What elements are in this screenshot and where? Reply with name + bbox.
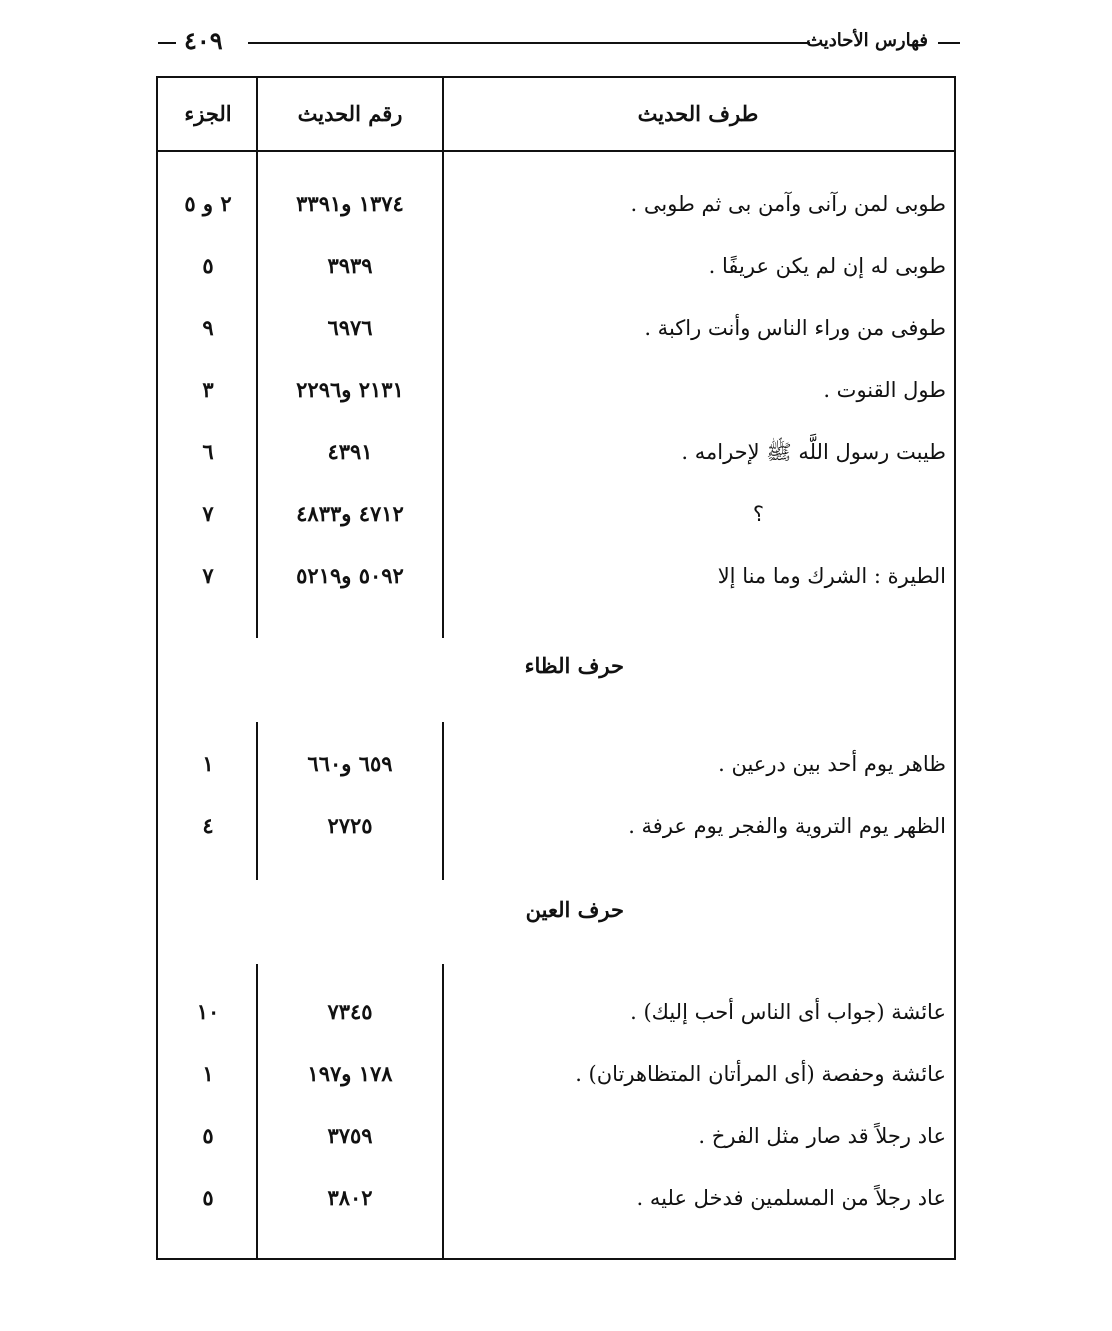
header-number: رقم الحديث — [297, 101, 403, 126]
hadith-number: ٤٧١٢ و٤٨٣٣ — [296, 501, 404, 526]
volume-number: ٧ — [202, 501, 214, 526]
hadith-text: عاد رجلاً قد صار مثل الفرخ . — [698, 1124, 946, 1148]
page-number: ٤٠٩ — [184, 26, 223, 55]
volume-number: ١ — [202, 751, 214, 776]
hadith-text: طوبى له إن لم يكن عريفًا . — [708, 254, 946, 278]
table-row — [158, 184, 954, 224]
hadith-text: عائشة وحفصة (أى المرأتان المتظاهرتان) . — [575, 1062, 946, 1086]
hadith-text: طوبى لمن رآنى وآمن بى ثم طوبى . — [630, 192, 946, 216]
table-row — [158, 744, 954, 784]
table-row — [158, 432, 954, 472]
volume-number: ٩ — [202, 315, 214, 340]
hadith-number: ٥٠٩٢ و٥٢١٩ — [296, 563, 404, 588]
table-header-row — [158, 78, 954, 152]
table-row — [158, 992, 954, 1032]
hadith-number: ٣٨٠٢ — [327, 1185, 373, 1210]
hadith-text: الطيرة : الشرك وما منا إلا — [717, 564, 946, 588]
section-title-zaa: حرف الظاء — [524, 653, 624, 678]
volume-number: ٣ — [202, 377, 214, 402]
hadith-number: ٧٣٤٥ — [327, 999, 373, 1024]
hadith-number: ٣٧٥٩ — [327, 1123, 373, 1148]
header-rule — [248, 42, 810, 44]
volume-number: ٥ — [202, 1185, 214, 1210]
table-row — [158, 1116, 954, 1156]
table-row — [158, 246, 954, 286]
hadith-text: عائشة (جواب أى الناس أحب إليك) . — [630, 1000, 946, 1024]
hadith-number: ٦٥٩ و٦٦٠ — [307, 751, 393, 776]
table-row — [158, 556, 954, 596]
header-hadith: طرف الحديث — [637, 101, 759, 126]
hadith-text: ظاهر يوم أحد بين درعين . — [718, 752, 946, 776]
column-divider — [256, 78, 258, 638]
volume-number: ٥ — [202, 253, 214, 278]
hadith-index-table — [156, 76, 956, 1260]
hadith-number: ٦٩٧٦ — [327, 315, 373, 340]
table-row — [158, 806, 954, 846]
hadith-text: طول القنوت . — [823, 378, 946, 402]
header-dash-left — [158, 42, 176, 44]
section-title-ayn: حرف العين — [525, 897, 624, 922]
volume-number: ١ — [202, 1061, 214, 1086]
running-header-title: فهارس الأحاديث — [806, 30, 928, 51]
hadith-number: ١٣٧٤ و٣٣٩١ — [296, 191, 404, 216]
table-row — [158, 370, 954, 410]
running-header — [158, 26, 960, 60]
hadith-number: ١٧٨ و١٩٧ — [307, 1061, 393, 1086]
hadith-text: ؟ — [752, 502, 764, 526]
volume-number: ٥ — [202, 1123, 214, 1148]
hadith-number: ٤٣٩١ — [327, 439, 373, 464]
volume-number: ١٠ — [196, 999, 220, 1024]
table-row — [158, 1178, 954, 1218]
volume-number: ٧ — [202, 563, 214, 588]
hadith-number: ٢٧٢٥ — [327, 813, 373, 838]
hadith-number: ٢١٣١ و٢٢٩٦ — [296, 377, 404, 402]
header-volume: الجزء — [184, 101, 232, 126]
volume-number: ٦ — [202, 439, 214, 464]
volume-number: ٢ و ٥ — [184, 191, 232, 216]
hadith-text: الظهر يوم التروية والفجر يوم عرفة . — [628, 814, 946, 838]
header-dash-right — [938, 42, 960, 44]
hadith-text: طيبت رسول اللَّه ﷺ لإحرامه . — [681, 440, 946, 464]
column-divider — [442, 78, 444, 638]
table-row — [158, 1054, 954, 1094]
volume-number: ٤ — [202, 813, 214, 838]
hadith-text: طوفى من وراء الناس وأنت راكبة . — [644, 316, 946, 340]
hadith-number: ٣٩٣٩ — [327, 253, 373, 278]
table-row — [158, 308, 954, 348]
hadith-text: عاد رجلاً من المسلمين فدخل عليه . — [636, 1186, 946, 1210]
table-row — [158, 494, 954, 534]
